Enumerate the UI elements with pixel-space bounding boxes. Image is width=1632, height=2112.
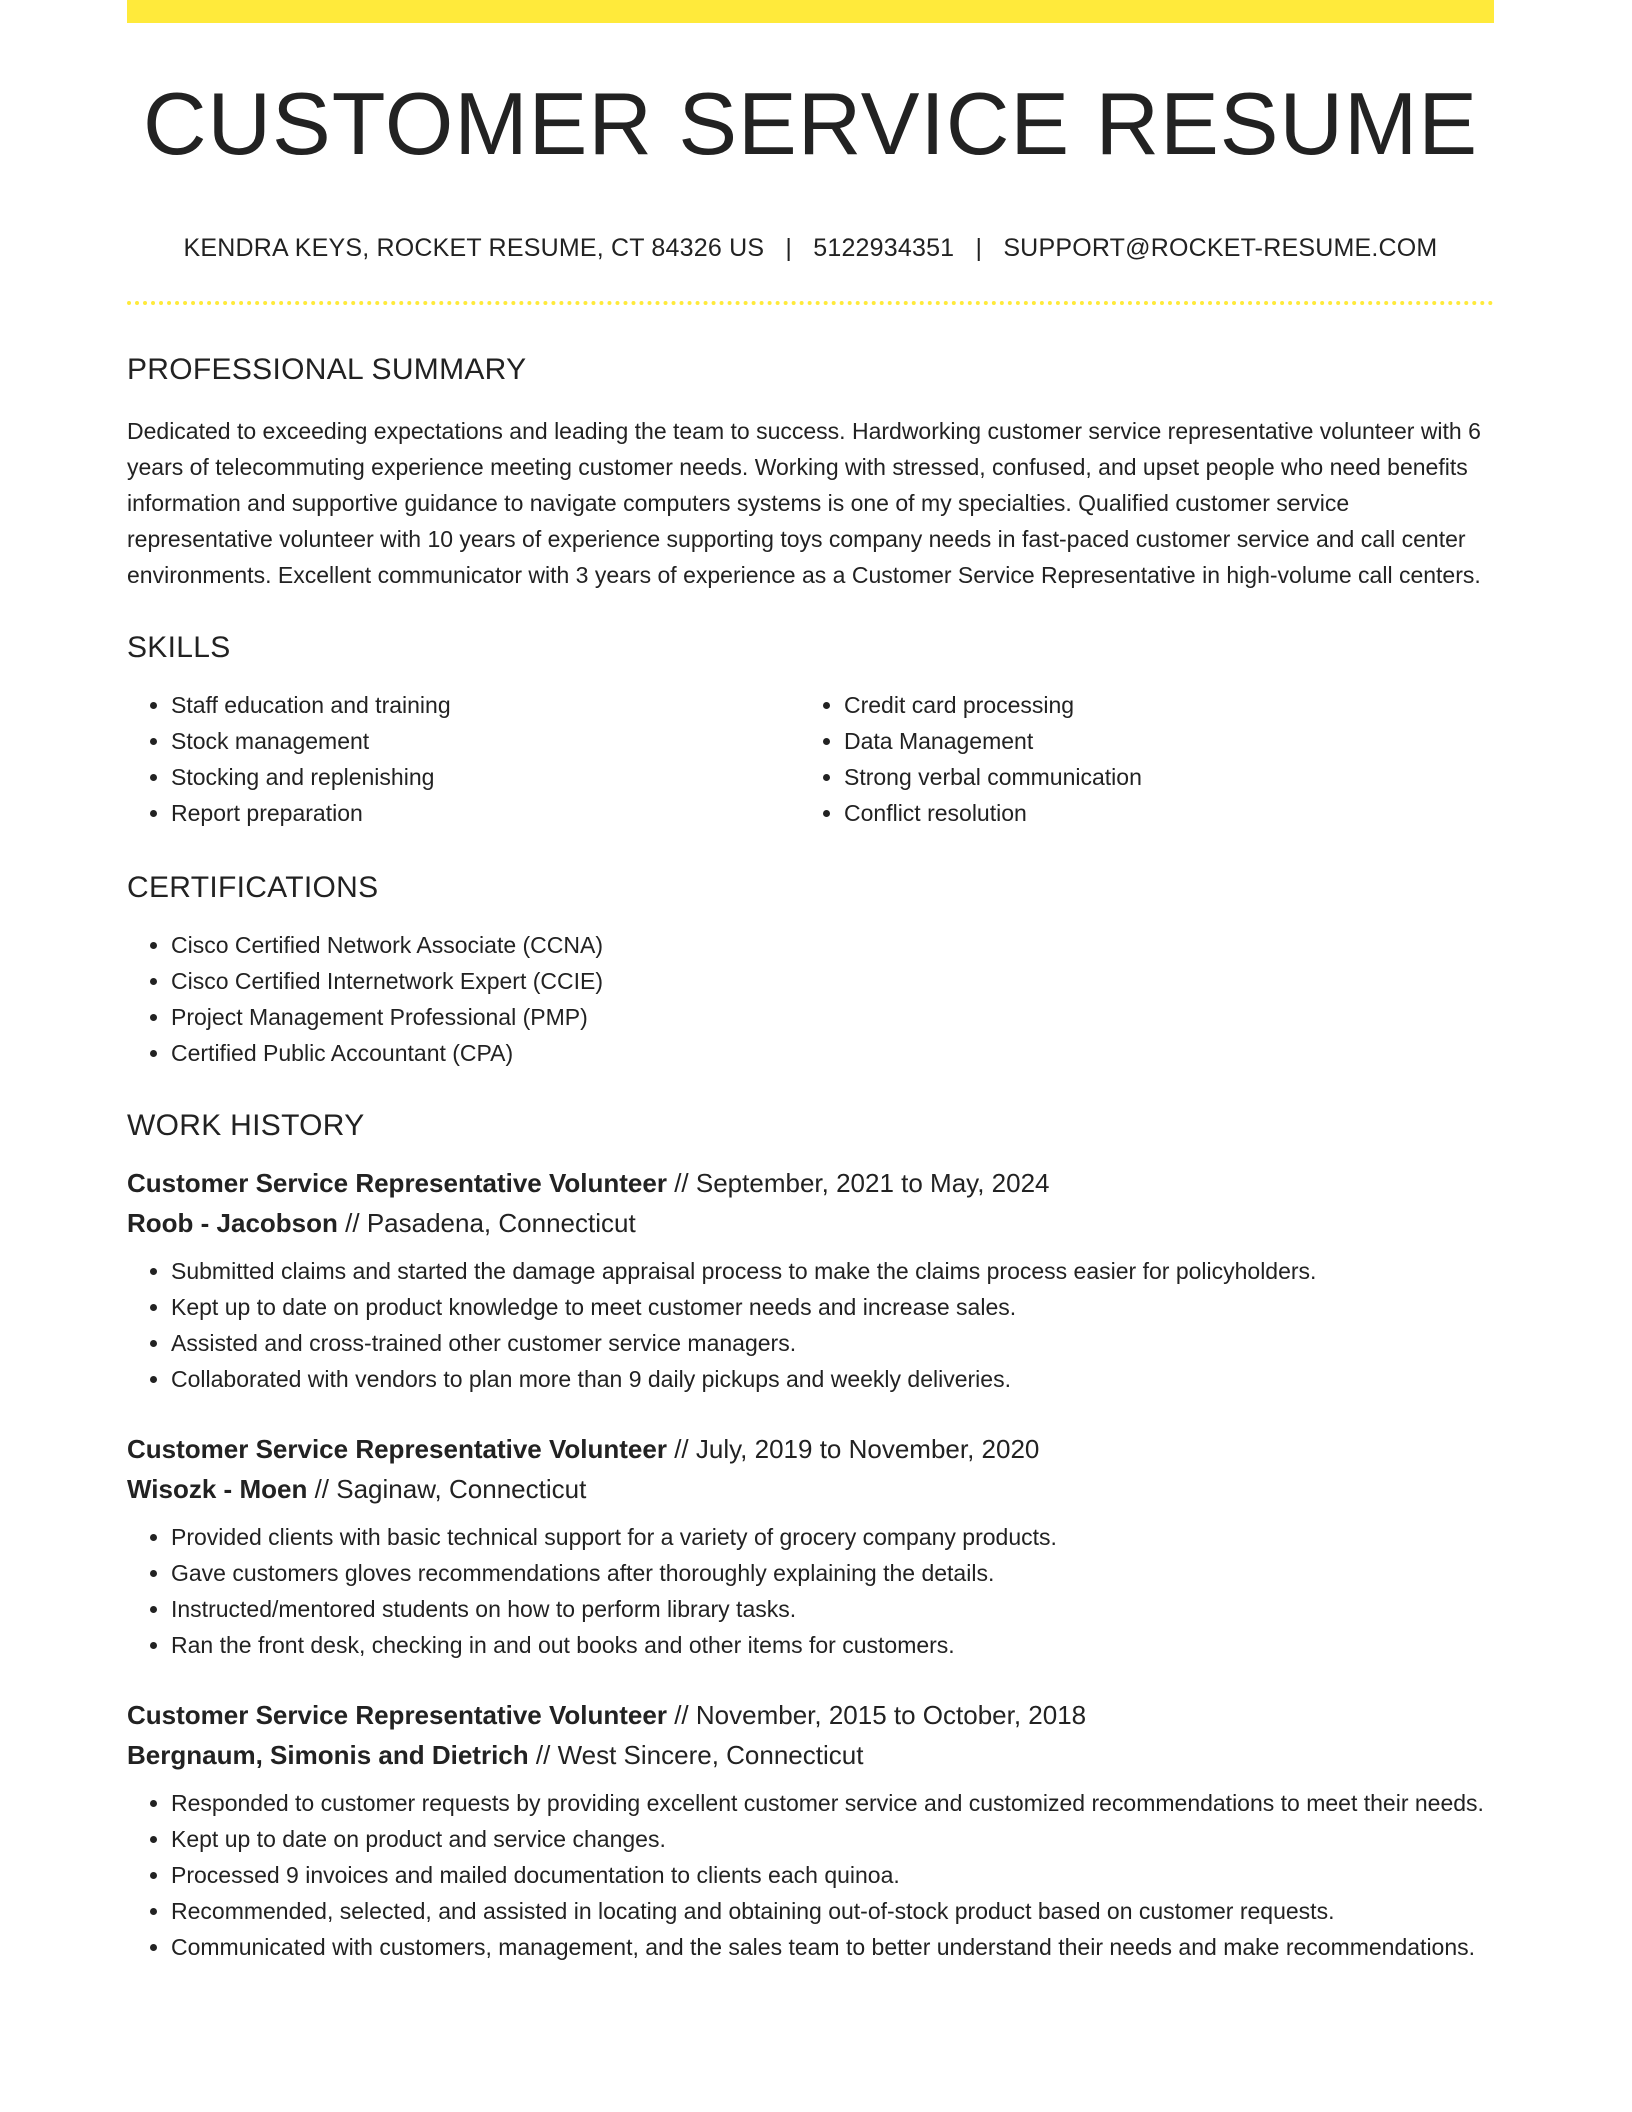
skill-item: • Strong verbal communication [844, 759, 1473, 795]
skills-column-left [127, 687, 800, 831]
job-bullet: • Gave customers gloves recommendations after thoroughly explaining the details. [171, 1555, 1494, 1591]
skills-grid [127, 687, 1494, 831]
skills-column-right [800, 687, 1473, 831]
job-title-line [127, 1163, 1494, 1203]
job-separator: // [535, 1740, 551, 1770]
skill-item: • Stock management [171, 723, 800, 759]
summary-text: Dedicated to exceeding expectations and leading the team to success. Hardworking customer service representative volunteer with 6 years of telecommuting experience meeting customer needs. Working with stressed, confused, and upset people who need benefits information and supportive guidance to navigate computers systems is one of my specialties. Qualified customer service representative volunteer with 10 years of experience supporting toys company needs in fast-paced customer service and call center environments. Excellent communicator with 3 years of experience as a Customer Service Representative in high-volume call centers. [127, 418, 1481, 588]
job-separator: // [345, 1208, 360, 1238]
job-separator: // [674, 1168, 689, 1198]
skill-item: • Conflict resolution [844, 795, 1473, 831]
skill-item: • Credit card processing [844, 687, 1473, 723]
certifications-heading: CERTIFICATIONS [127, 871, 379, 904]
job-entry [127, 1695, 1494, 1965]
certifications-section [127, 871, 1494, 1071]
job-separator: // [674, 1700, 689, 1730]
job-bullet: • Assisted and cross-trained other customer service managers. [171, 1325, 1494, 1361]
skill-item: • Data Management [844, 723, 1473, 759]
job-title-line [127, 1695, 1494, 1735]
job-company-line [127, 1203, 1494, 1243]
job-separator: // [674, 1434, 689, 1464]
certification-item: • Project Management Professional (PMP) [171, 999, 1494, 1035]
job-title: Customer Service Representative Volunteer [127, 1168, 667, 1198]
job-dates: September, 2021 to May, 2024 [695, 1168, 1050, 1198]
job-separator: // [314, 1474, 330, 1504]
job-bullets [127, 1253, 1494, 1397]
contact-separator: | [975, 234, 983, 262]
skill-item: • Report preparation [171, 795, 800, 831]
job-company-line [127, 1469, 1494, 1509]
job-bullet: • Kept up to date on product and service changes. [171, 1821, 1494, 1857]
job-entry [127, 1429, 1494, 1663]
certifications-list [127, 927, 1494, 1071]
dotted-divider [127, 301, 1494, 305]
certification-item: • Certified Public Accountant (CPA) [171, 1035, 1494, 1071]
contact-address: KENDRA KEYS, ROCKET RESUME, CT 84326 US [183, 234, 765, 262]
job-title: Customer Service Representative Volunteer [127, 1700, 667, 1730]
job-bullet: • Instructed/mentored students on how to perform library tasks. [171, 1591, 1494, 1627]
resume-title: CUSTOMER SERVICE RESUME [142, 74, 1479, 173]
job-bullet: • Ran the front desk, checking in and out books and other items for customers. [171, 1627, 1494, 1663]
job-bullet: • Provided clients with basic technical support for a variety of grocery company products. [171, 1519, 1494, 1555]
job-bullets [127, 1785, 1494, 1965]
summary-heading: PROFESSIONAL SUMMARY [127, 353, 527, 386]
job-bullet: • Recommended, selected, and assisted in locating and obtaining out-of-stock product based on customer requests. [171, 1893, 1494, 1929]
work-history-heading: WORK HISTORY [127, 1109, 365, 1142]
job-bullets [127, 1519, 1494, 1663]
work-history-section [127, 1109, 1494, 1965]
contact-separator: | [785, 234, 793, 262]
skills-section [127, 631, 1494, 831]
skills-heading: SKILLS [127, 631, 231, 664]
job-bullet: • Submitted claims and started the damage appraisal process to make the claims process easier for policyholders. [171, 1253, 1494, 1289]
job-entry [127, 1163, 1494, 1397]
summary-section [127, 353, 1494, 593]
certification-item: • Cisco Certified Network Associate (CCNA) [171, 927, 1494, 963]
contact-email: SUPPORT@ROCKET-RESUME.COM [1003, 234, 1438, 262]
accent-top-bar [127, 0, 1494, 23]
job-company: Bergnaum, Simonis and Dietrich [127, 1740, 529, 1770]
job-dates: July, 2019 to November, 2020 [695, 1434, 1040, 1464]
job-company-line [127, 1735, 1494, 1775]
job-bullet: • Responded to customer requests by providing excellent customer service and customized recommendations to meet their needs. [171, 1785, 1494, 1821]
skill-item: • Stocking and replenishing [171, 759, 800, 795]
job-location: Pasadena, Connecticut [366, 1208, 636, 1238]
job-company: Roob - Jacobson [127, 1208, 338, 1238]
job-bullet: • Collaborated with vendors to plan more than 9 daily pickups and weekly deliveries. [171, 1361, 1494, 1397]
job-dates: November, 2015 to October, 2018 [695, 1700, 1087, 1730]
contact-line [127, 234, 1494, 263]
job-title-line [127, 1429, 1494, 1469]
job-bullet: • Communicated with customers, management, and the sales team to better understand their needs and make recommendations. [171, 1929, 1494, 1965]
resume-page [127, 0, 1494, 1965]
job-bullet: • Processed 9 invoices and mailed documentation to clients each quinoa. [171, 1857, 1494, 1893]
job-bullet: • Kept up to date on product knowledge to meet customer needs and increase sales. [171, 1289, 1494, 1325]
job-title: Customer Service Representative Volunteer [127, 1434, 667, 1464]
contact-phone: 5122934351 [813, 234, 955, 262]
job-company: Wisozk - Moen [127, 1474, 308, 1504]
skill-item: • Staff education and training [171, 687, 800, 723]
certification-item: • Cisco Certified Internetwork Expert (CCIE) [171, 963, 1494, 999]
job-location: Saginaw, Connecticut [336, 1474, 587, 1504]
job-location: West Sincere, Connecticut [557, 1740, 864, 1770]
